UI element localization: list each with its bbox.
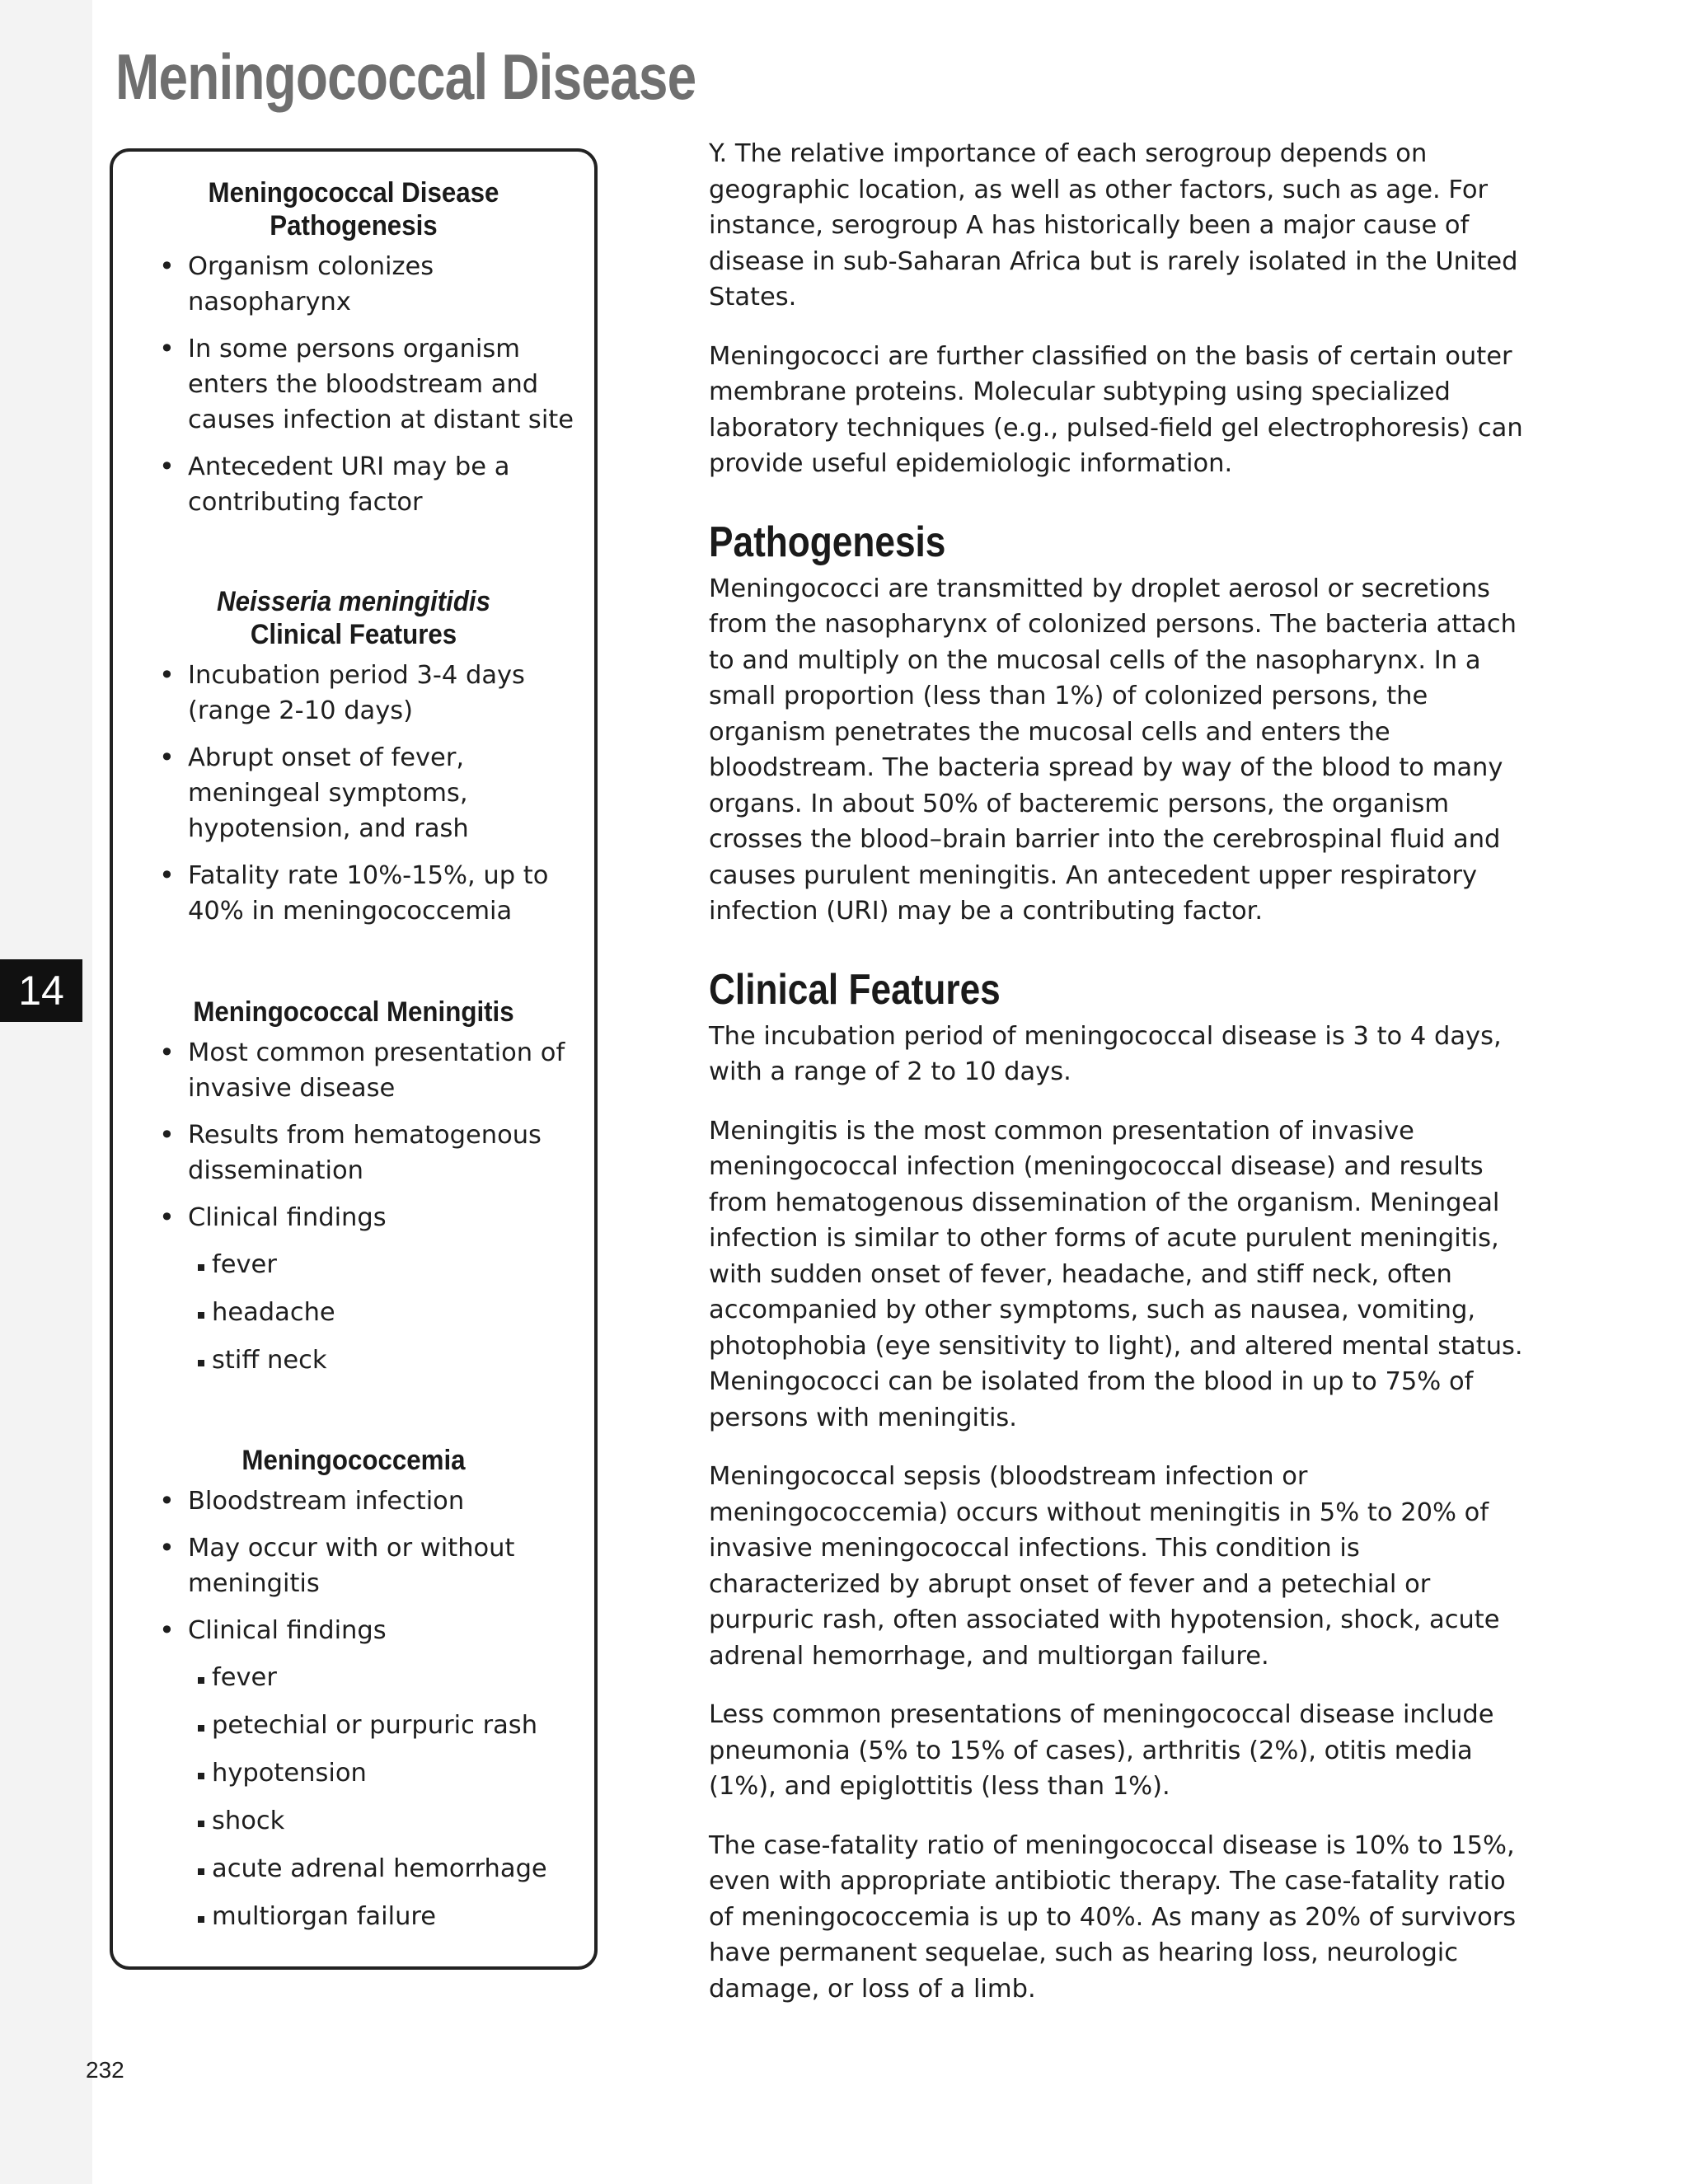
- sidebar-bullet: • Fatality rate 10%-15%, up to 40% in meningococcemia: [113, 858, 594, 929]
- sidebar-heading: [132, 176, 574, 242]
- sidebar-sub-bullet: multiorgan failure: [113, 1899, 594, 1934]
- chapter-tab: 14: [0, 959, 82, 1022]
- sidebar-sub-bullet: hypotension: [113, 1755, 594, 1791]
- sidebar-section-clinical-features: [113, 585, 594, 940]
- body-paragraph: The case-fatality ratio of meningococcal disease is 10% to 15%, even with appropriate antibiotic therapy. The case-fatality ratio of meningococcemia is up to 40%. As many as 20% of survivors have permanent sequelae, such as hearing loss, neurologic damage, or loss of a limb.: [709, 1830, 1517, 2004]
- sidebar-bullet: • May occur with or without meningitis: [113, 1530, 594, 1601]
- sidebar-sub-bullet: stiff neck: [113, 1343, 594, 1378]
- sidebar-bullet: • Incubation period 3-4 days (range 2-10 days): [113, 658, 594, 729]
- sidebar-heading-line: Meningococcal Disease: [208, 177, 499, 209]
- sidebar-heading-line: Pathogenesis: [270, 210, 438, 241]
- body-paragraph: Meningococci are further classified on the basis of certain outer membrane proteins. Molecular subtyping using specialized laboratory techniques (e.g., pulsed-field gel electrophoresis) can provide useful epidemiologic information.: [709, 341, 1523, 478]
- sidebar-heading: [132, 1444, 574, 1477]
- sidebar-list: [113, 249, 594, 520]
- sidebar-bullet: • Abrupt onset of fever, meningeal symptoms, hypotension, and rash: [113, 740, 594, 846]
- page-number: 232: [86, 2057, 124, 2083]
- sidebar-bullet: • Clinical findings: [113, 1613, 594, 1648]
- body-paragraph: The incubation period of meningococcal disease is 3 to 4 days, with a range of 2 to 10 days.: [709, 1021, 1502, 1086]
- sidebar-heading-italic: Neisseria meningitidis: [216, 586, 491, 617]
- sidebar-bullet: • Organism colonizes nasopharynx: [113, 249, 594, 320]
- page-gutter: [0, 0, 92, 2184]
- sidebar-heading: [132, 585, 574, 651]
- sidebar-list: [113, 658, 594, 929]
- sidebar-sub-bullet: acute adrenal hemorrhage: [113, 1851, 594, 1886]
- sidebar-sub-bullet: shock: [113, 1803, 594, 1839]
- main-column: [709, 136, 1533, 2030]
- sidebar-sub-bullet: fever: [113, 1660, 594, 1695]
- sidebar-heading-line: Meningococcal Meningitis: [193, 996, 514, 1028]
- sidebar-bullet: • Results from hematogenous dissemination: [113, 1118, 594, 1188]
- body-paragraph: Less common presentations of meningococcal disease include pneumonia (5% to 15% of cases), arthritis (2%), otitis media (1%), and epiglottitis (less than 1%).: [709, 1700, 1494, 1801]
- sidebar-section-meningococcemia: [113, 1444, 594, 1947]
- sidebar-list: [113, 1035, 594, 1378]
- sidebar-section-pathogenesis: [113, 176, 594, 532]
- body-paragraph: Meningococci are transmitted by droplet aerosol or secretions from the nasopharynx of colonized persons. The bacteria attach to and multiply on the mucosal cells of the nasopharynx. In a small proportion (less than 1%) of colonized persons, the organism penetrates the mucosal cells and enters the bloodstream. The bacteria spread by way of the blood to many organs. In about 50% of bacteremic persons, the organism crosses the blood–brain barrier into the cerebrospinal fluid and causes purulent meningitis. An antecedent upper respiratory infection (URI) may be a contributing factor.: [709, 574, 1517, 926]
- body-paragraph: Y. The relative importance of each serogroup depends on geographic location, as well as other factors, such as age. For instance, serogroup A has historically been a major cause of disease in sub-Saharan Africa but is rarely isolated in the United States.: [709, 139, 1518, 312]
- sidebar-bullet: • Clinical findings: [113, 1200, 594, 1235]
- sidebar-summary-box: [110, 148, 598, 1970]
- sidebar-list: [113, 1483, 594, 1934]
- sidebar-heading-line: Clinical Features: [250, 619, 457, 650]
- body-paragraph: Meningitis is the most common presentation of invasive meningococcal infection (meningococcal disease) and results from hematogenous dissemination of the organism. Meningeal infection is similar to other forms of acute purulent meningitis, with sudden onset of fever, headache, and stiff neck, often accompanied by other symptoms, such as nausea, vomiting, photophobia (eye sensitivity to light), and altered mental status. Meningococci can be isolated from the blood in up to 75% of persons with meningitis.: [709, 1116, 1523, 1432]
- sidebar-sub-bullet: petechial or purpuric rash: [113, 1708, 594, 1743]
- section-heading-clinical-features: Clinical Features: [709, 965, 1001, 1014]
- sidebar-sub-bullet: headache: [113, 1295, 594, 1330]
- section-heading-pathogenesis: Pathogenesis: [709, 518, 946, 566]
- sidebar-sub-bullet: fever: [113, 1247, 594, 1282]
- sidebar-bullet: • In some persons organism enters the bloodstream and causes infection at distant site: [113, 331, 594, 438]
- page-title: Meningococcal Disease: [115, 40, 696, 113]
- sidebar-bullet: • Most common presentation of invasive disease: [113, 1035, 594, 1106]
- sidebar-heading: [132, 996, 574, 1029]
- sidebar-bullet: • Antecedent URI may be a contributing factor: [113, 449, 594, 520]
- sidebar-heading-line: Meningococcemia: [241, 1445, 466, 1476]
- sidebar-bullet: • Bloodstream infection: [113, 1483, 594, 1519]
- body-paragraph: Meningococcal sepsis (bloodstream infection or meningococcemia) occurs without meningitis in 5% to 20% of invasive meningococcal infections. This condition is characterized by abrupt onset of fever and a petechial or purpuric rash, often associated with hypotension, shock, acute adrenal hemorrhage, and multiorgan failure.: [709, 1462, 1500, 1671]
- sidebar-section-meningitis: [113, 996, 594, 1390]
